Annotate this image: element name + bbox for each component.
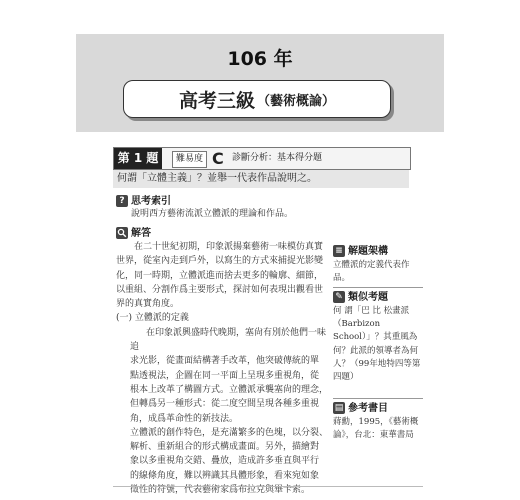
- answer-line: 徵性的符號，代表藝術家爲布拉克與畢卡索。: [130, 485, 311, 496]
- answer-line: 根本上改革了構圖方式。立體派承襲塞尙的理念，: [130, 384, 329, 395]
- answer-body: [116, 240, 328, 497]
- diagnosis-text: 診斷分析：基本得分題: [232, 153, 323, 163]
- hint-heading: 思考索引: [131, 196, 171, 207]
- answer-heading: 解答: [131, 228, 151, 239]
- sidebar-similar: [333, 291, 423, 384]
- chapter-header: [76, 34, 444, 132]
- answer-line: 求光影，從畫面結構著手改革，他突破傳統的單: [130, 356, 320, 367]
- answer-line: 但轉爲另一種形式：從二度空間呈現各種多重視: [130, 399, 320, 410]
- exam-title-box: [123, 80, 391, 118]
- refs-heading-row: [333, 402, 423, 415]
- answer-line: 象以多重視角交錯、疊放，造成許多垂直與平行: [130, 456, 320, 467]
- answer-line: 世界，從室內走到戶外，以寫生的方式來捕捉光影變: [116, 256, 324, 267]
- answer-line: 以重組、分割作爲主要形式，探討如何表現出觀看世: [116, 284, 324, 295]
- answer-line: 在印象派興盛時代晚期，塞尙有別於他們一味追: [130, 327, 327, 353]
- difficulty-label: 難易度: [172, 151, 207, 168]
- sidebar-refs: [333, 402, 423, 442]
- exam-title: 高考三級: [178, 89, 255, 112]
- answer-line: 在二十世紀初期，印象派揚棄藝術一味模仿真實: [134, 242, 324, 252]
- answer-line: 角，成爲革命性的新技法。: [130, 413, 239, 424]
- question-number: 第 1 題: [114, 148, 162, 169]
- answer-line: 化，同一時期，立體派進而捨去更多的輪廓、細節，: [116, 270, 324, 281]
- similar-heading: 類似考題: [348, 292, 388, 303]
- structure-heading: 解題架構: [348, 246, 388, 257]
- sidebar-divider: [333, 398, 423, 399]
- question-text: 何謂「立體主義」？並舉一代表作品說明之。: [113, 170, 409, 188]
- hint-text: 說明西方藝術流派立體派的理論和作品。: [131, 209, 294, 219]
- sidebar-structure: [333, 245, 423, 285]
- answer-heading-row: [116, 227, 151, 240]
- sidebar-divider: [333, 287, 423, 288]
- answer-line: 點透視法，企圖在同一平面上呈現多重視角，從: [130, 370, 320, 381]
- similar-text: 何 謂「巴 比 松畫派（Barbizon School）」？其重風為何？此派的領導者為何人？（99年地特四等第四題）: [333, 306, 421, 383]
- difficulty-grade: C: [212, 149, 224, 168]
- answer-line: 解析、重新組合的形式構成畫面。另外，描繪對: [130, 442, 320, 453]
- page-bottom-rule: [113, 486, 423, 487]
- answer-line: 的線條角度，難以辨識其具體形象，看來宛如象: [130, 470, 320, 481]
- exam-year: 106 年: [227, 48, 293, 70]
- structure-heading-row: [333, 245, 423, 258]
- document-icon: ≡: [333, 245, 345, 257]
- answer-line: 立體派的創作特色，是充滿繁多的色塊，以分裂、: [130, 427, 329, 438]
- question-bar: [113, 147, 411, 170]
- pencil-icon: ✎: [333, 291, 345, 303]
- answer-line: 界的真實角度。: [116, 299, 180, 310]
- search-icon: [116, 227, 128, 239]
- book-icon: ▤: [334, 403, 344, 413]
- answer-subheading: (一) 立體派的定義: [116, 313, 189, 324]
- similar-heading-row: [333, 291, 423, 304]
- refs-text: 蔣勳，1995，《藝術概論》，台北：東華書局: [333, 417, 419, 441]
- structure-text: 立體派的定義代表作品。: [333, 260, 410, 284]
- refs-heading: 參考書目: [348, 403, 388, 414]
- exam-subject: （藝術概論）: [257, 93, 336, 109]
- question-mark-icon: ?: [116, 195, 128, 207]
